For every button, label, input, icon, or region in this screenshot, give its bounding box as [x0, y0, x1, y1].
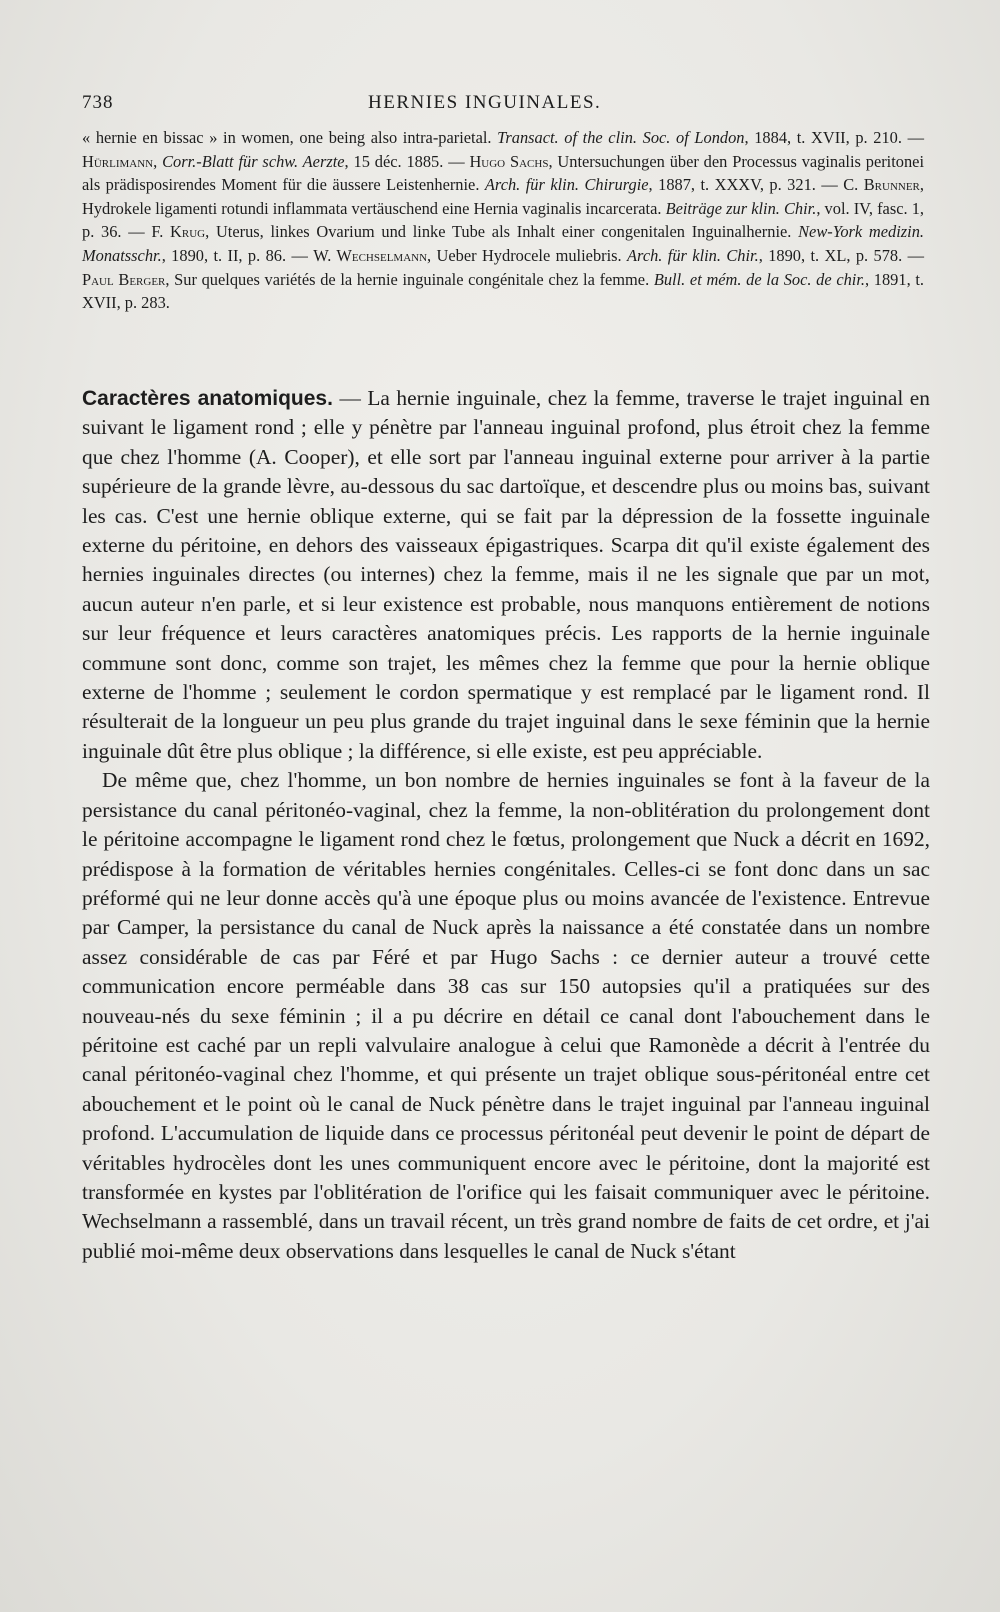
reference-text: , 1887, t. XXXV, p. 321. —: [648, 175, 844, 195]
reference-journal: Bull. et mém. de la Soc. de chir.: [653, 269, 866, 289]
reference-text: , Untersuchungen über den Processus vaginalis peritonei als prädisposirendes Moment für die äussere Leistenhernie.: [82, 151, 925, 195]
reference-text: , Uterus, linkes Ovarium und linke Tube als Inhalt einer congenitalen Inguinalhernie.: [205, 222, 799, 242]
reference-text: , Sur quelques variétés de la hernie inguinale congénitale chez la femme.: [165, 269, 654, 289]
reference-text: , Ueber Hydrocele muliebris.: [427, 245, 628, 265]
paragraph-text: — La hernie inguinale, chez la femme, traverse le trajet inguinal en suivant le ligament rond ; elle y pénètre par l'anneau inguinal profond, plus étroit chez la femme que chez l'homme (A. Cooper), et elle sort par l'anneau inguinal externe pour arriver à la partie supérieure de la grande lèvre, au-dessous du sac dartoïque, et descendre plus ou moins bas, suivant les cas. C'est une hernie oblique externe, qui se fait par la dépression de la fossette inguinale externe du péritoine, en dehors des vaisseaux épigastriques. Scarpa dit qu'il existe également des hernies inguinales directes (ou internes) chez la femme, mais il ne les signale que par un mot, aucun auteur n'en parle, et si leur existence est probable, nous manquons entièrement de notions sur leur fréquence et leurs caractères anatomiques précis. Les rapports de la hernie inguinale commune sont donc, comme son trajet, les mêmes chez la femme que pour la hernie oblique externe de l'homme ; seulement le cordon spermatique y est remplacé par le ligament rond. Il résulterait de la longueur un peu plus grande du trajet inguinal dans le sexe féminin que la hernie inguinale dût être plus oblique ; la différence, si elle existe, est peu appréciable.: [82, 386, 930, 763]
reference-author: C. Brunner: [843, 175, 920, 195]
body-paragraph: De même que, chez l'homme, un bon nombre de hernies inguinales se font à la faveur de la persistance du canal péritonéo-vaginal, chez la femme, la non-oblitération du prolongement dont le péritoine accompagne le ligament rond chez le fœtus, prolongement que Nuck a décrit en 1692, prédispose à la formation de véritables hernies congénitales. Celles-ci se font donc dans un sac préformé qui ne leur donne accès qu'à une époque plus ou moins avancée de l'existence. Entrevue par Camper, la persistance du canal de Nuck après la naissance a été constatée dans un nombre assez considérable de cas par Féré et par Hugo Sachs : ce dernier auteur a trouvé cette communication encore perméable dans 38 cas sur 150 autopsies qu'il a pratiquées sur des nouveau-nés du sexe féminin ; il a pu décrire en détail ce canal dont l'abouchement dans le péritoine est caché par un repli valvulaire analogue à celui que Ramonède a décrit à l'entrée du canal péritonéo-vaginal chez l'homme, et qui présente un trajet oblique sous-péritonéal entre cet abouchement et le point où le canal de Nuck pénètre dans le trajet inguinal par l'anneau inguinal profond. L'accumulation de liquide dans ce processus péritonéal peut devenir le point de départ de véritables hydrocèles dont les unes communiquent encore avec le péritoine, dont la majorité est transformée en kystes par l'oblitération de l'orifice qui les faisait communiquer avec le péritoine. Wechselmann a rassemblé, dans un travail récent, un très grand nombre de faits de cet ordre, et j'ai publié moi-même deux observations dans lesquelles le canal de Nuck s'étant: [82, 768, 930, 1263]
reference-text: , 1890, t. II, p. 86. —: [161, 245, 314, 265]
reference-text: , 1884, t. XVII, p. 210. —: [744, 128, 924, 147]
reference-journal: Transact. of the clin. Soc. of London: [497, 128, 745, 147]
reference-text: , Hydrokele ligamenti rotundi inflammata vertäuschend eine Hernia vaginalis incarcerata.: [82, 175, 924, 218]
reference-journal: Corr.-Blatt für schw. Aerzte: [162, 151, 345, 171]
reference-author: Hugo Sachs: [469, 151, 549, 171]
main-text: [82, 384, 930, 1266]
reference-author: Paul Berger: [82, 269, 166, 289]
reference-paragraph: [82, 126, 924, 315]
reference-journal: New-York medizin. Monatsschr.: [82, 222, 924, 265]
bibliography-references: [82, 126, 924, 315]
page-number: 738: [82, 92, 114, 113]
reference-author: W. Wechselmann: [313, 245, 428, 265]
section-heading: Caractères anatomiques.: [82, 387, 333, 410]
reference-text: ,: [153, 151, 163, 171]
reference-author: Hürlimann: [82, 151, 154, 171]
reference-text: , 1890, t. XL, p. 578. —: [758, 245, 924, 265]
reference-author: F. Krug: [151, 222, 206, 242]
reference-text: « hernie en bissac » in women, one being also intra-parietal.: [82, 128, 498, 147]
running-title: HERNIES INGUINALES.: [368, 92, 602, 113]
reference-text: , vol. IV, fasc. 1, p. 36. —: [82, 198, 924, 242]
body-paragraph: [82, 384, 930, 766]
reference-text: , 15 déc. 1885. —: [344, 151, 470, 171]
reference-journal: Beiträge zur klin. Chir.: [665, 198, 817, 218]
page-header: [82, 92, 922, 118]
reference-journal: Arch. für klin. Chirurgie: [484, 175, 649, 195]
reference-text: , 1891, t. XVII, p. 283.: [82, 269, 924, 313]
reference-journal: Arch. für klin. Chir.: [627, 245, 759, 265]
